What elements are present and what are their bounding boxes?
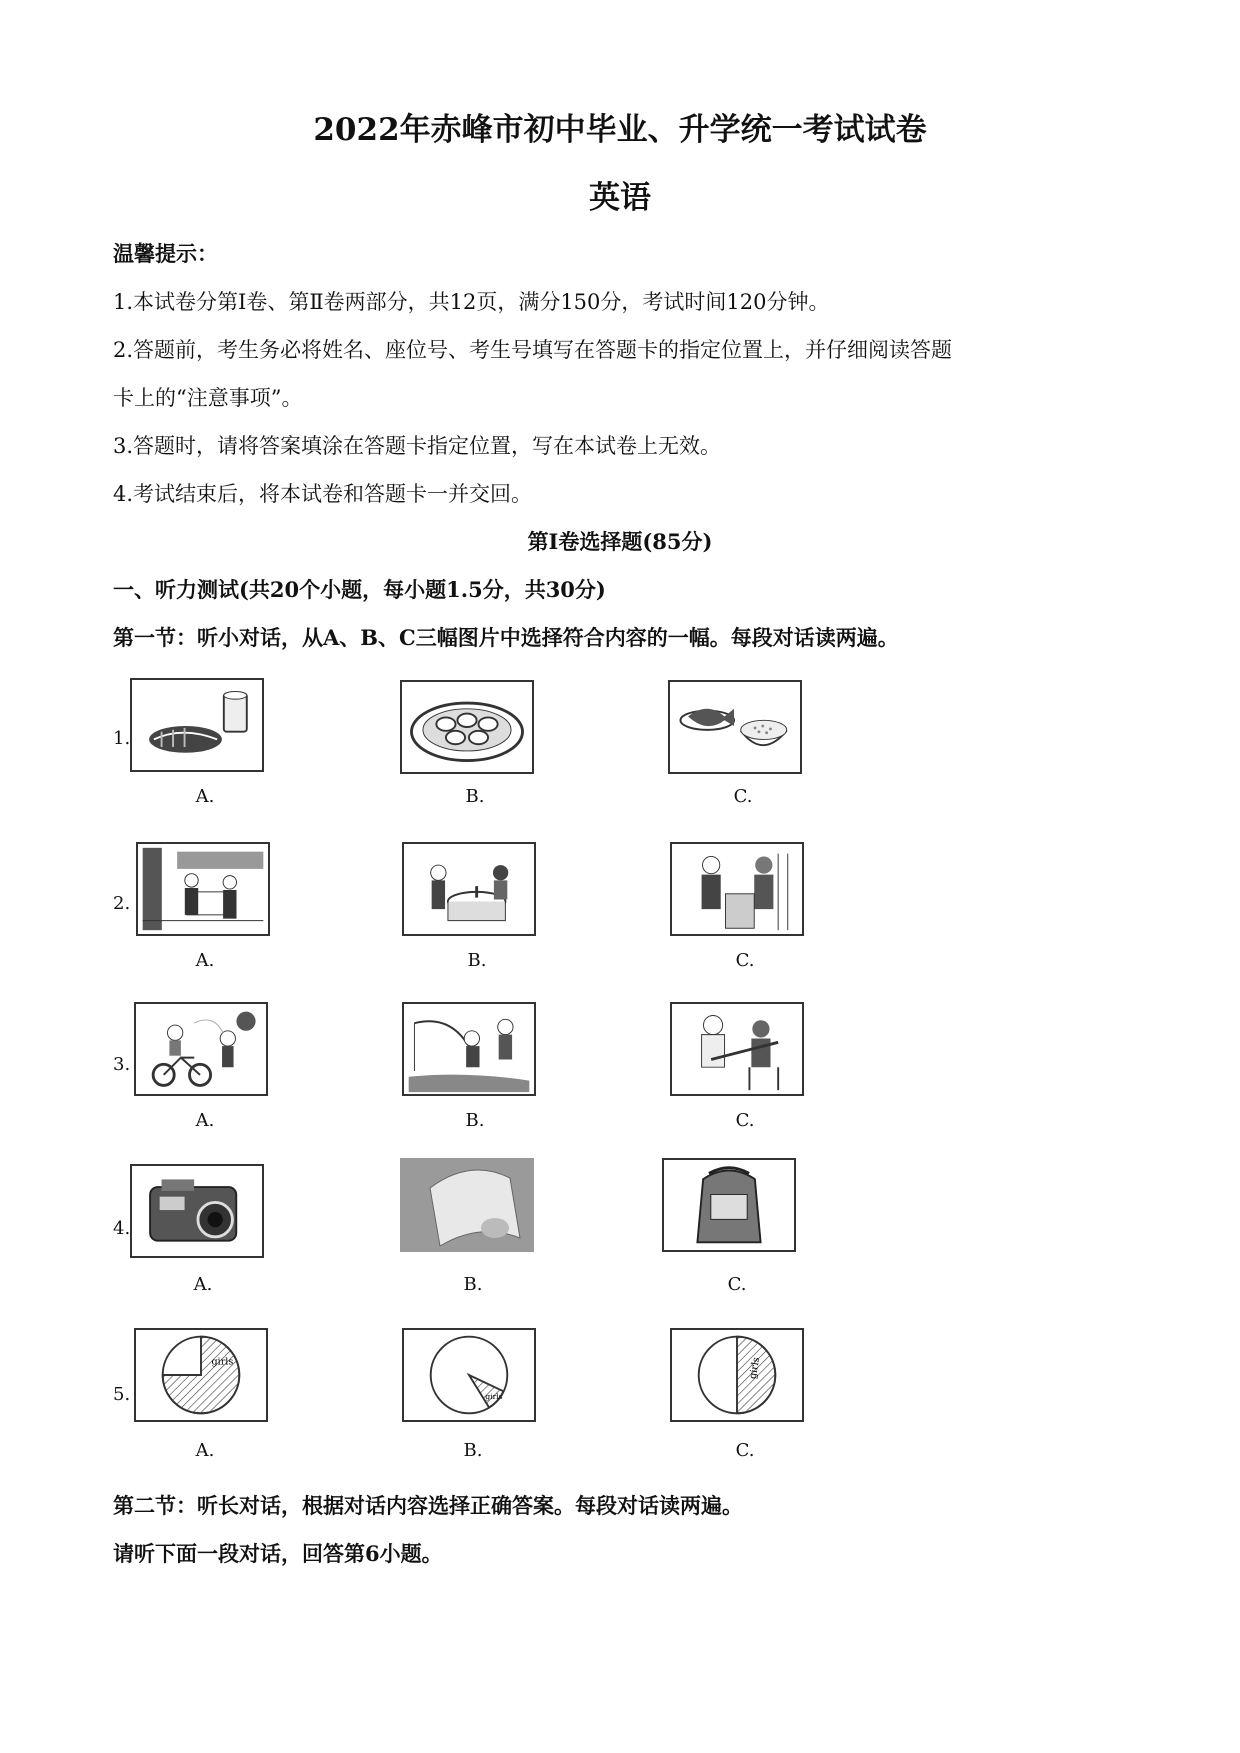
- tip-line: 3.答题时，请将答案填涂在答题卡指定位置，写在本试卷上无效。: [113, 434, 722, 458]
- option-label: B.: [463, 1274, 483, 1295]
- part-title: 第Ⅰ卷选择题(85分): [527, 529, 713, 554]
- option-label: C.: [735, 1440, 755, 1461]
- schoolbag-icon: [662, 1158, 796, 1252]
- option-label: A.: [195, 1440, 215, 1461]
- option-label: A.: [195, 1110, 215, 1131]
- doctor-scene-icon: [670, 1002, 804, 1096]
- option-label: A.: [193, 1274, 213, 1295]
- section-title: 一、听力测试(共20个小题，每小题1.5分，共30分): [113, 577, 606, 602]
- instruction-text: 请听下面一段对话，回答第6小题。: [113, 1541, 443, 1566]
- pie-label: girls: [485, 1391, 503, 1401]
- dumplings-plate-icon: [400, 680, 534, 774]
- exam-subject: 英语: [589, 180, 651, 216]
- option-label: A.: [195, 786, 215, 807]
- option-label: B.: [463, 1440, 483, 1461]
- office-scene-icon: [670, 842, 804, 936]
- question-number: 3.: [113, 1054, 131, 1075]
- camera-icon: [130, 1164, 264, 1258]
- option-label: C.: [735, 1110, 755, 1131]
- subsection-title: 第二节：听长对话，根据对话内容选择正确答案。每段对话读两遍。: [113, 1493, 743, 1518]
- option-label: B.: [465, 1110, 485, 1131]
- pie-girls-half-icon: [670, 1328, 804, 1422]
- pie-chart-svg: [136, 1330, 266, 1420]
- pie-label: girls: [747, 1356, 763, 1380]
- tip-line: 卡上的“注意事项”。: [113, 386, 303, 410]
- shop-counter-scene-icon: [136, 842, 270, 936]
- pie-label: girls: [211, 1356, 234, 1368]
- option-label: B.: [467, 950, 487, 971]
- option-label: C.: [735, 950, 755, 971]
- pie-girls-small-icon: [402, 1328, 536, 1422]
- option-label: C.: [727, 1274, 747, 1295]
- exam-title: 2022年赤峰市初中毕业、升学统一考试试卷: [313, 112, 927, 148]
- option-label: B.: [465, 786, 485, 807]
- question-number: 1.: [113, 728, 131, 749]
- option-label: A.: [195, 950, 215, 971]
- tips-heading: 温馨提示：: [113, 241, 218, 266]
- paper-roll-icon: [400, 1158, 534, 1252]
- question-number: 5.: [113, 1384, 131, 1405]
- tip-line: 1.本试卷分第Ⅰ卷、第Ⅱ卷两部分，共12页，满分150分，考试时间120分钟。: [113, 290, 830, 314]
- option-label: C.: [733, 786, 753, 807]
- bike-ball-scene-icon: [134, 1002, 268, 1096]
- pie-girls-quarter-icon: [134, 1328, 268, 1422]
- restaurant-table-scene-icon: [402, 842, 536, 936]
- question-number: 4.: [113, 1218, 131, 1239]
- bread-milk-icon: [130, 678, 264, 772]
- question-number: 2.: [113, 893, 131, 914]
- fish-rice-icon: [668, 680, 802, 774]
- subsection-title: 第一节：听小对话，从A、B、C三幅图片中选择符合内容的一幅。每段对话读两遍。: [113, 625, 899, 650]
- tip-line: 2.答题前，考生务必将姓名、座位号、考生号填写在答题卡的指定位置上，并仔细阅读答题: [113, 338, 953, 362]
- fishing-scene-icon: [402, 1002, 536, 1096]
- tip-line: 4.考试结束后，将本试卷和答题卡一并交回。: [113, 482, 533, 506]
